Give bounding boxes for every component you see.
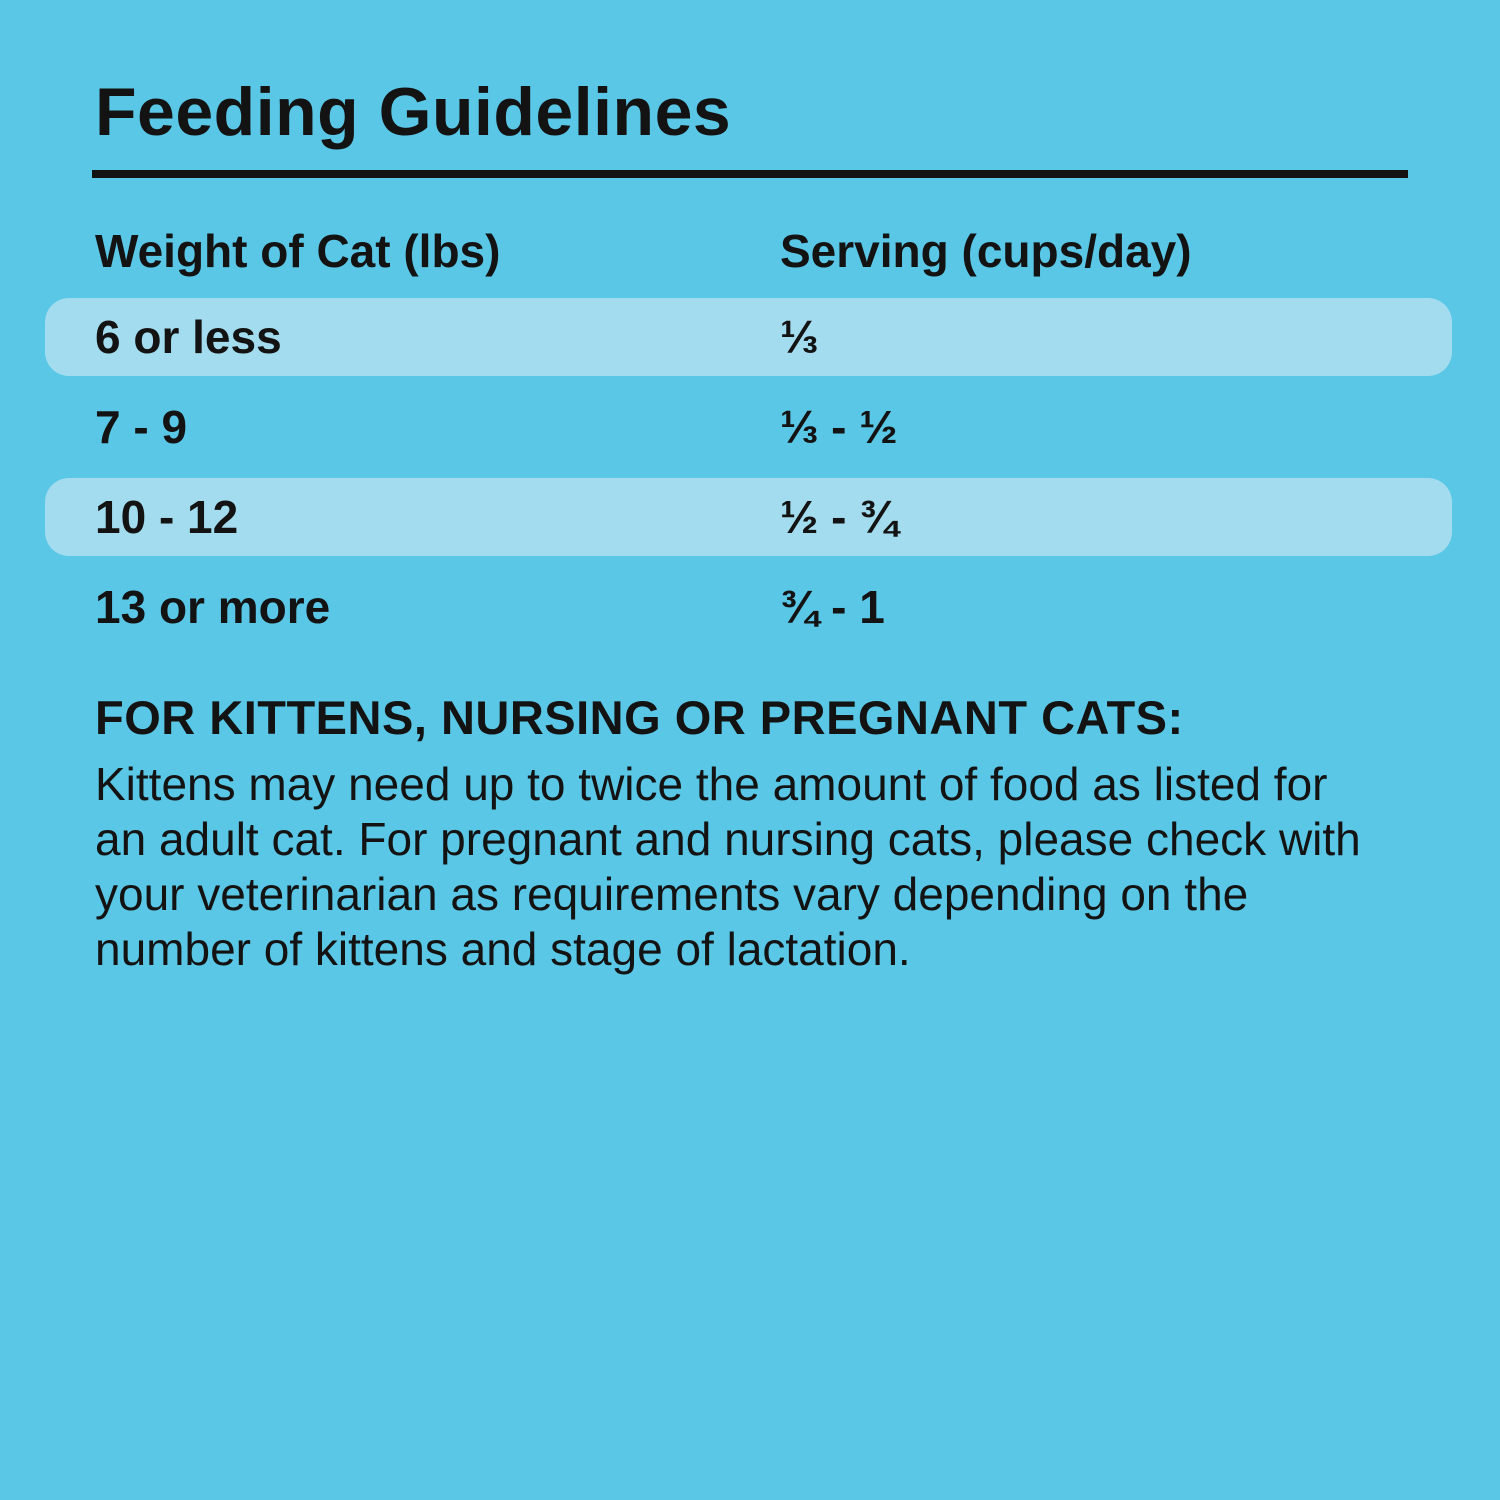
table-body: [45, 292, 1452, 652]
weight-cell: 7 - 9: [95, 401, 188, 454]
weight-cell: 13 or more: [95, 581, 331, 634]
note-body: Kittens may need up to twice the amount of food as listed for an adult cat. For pregnant and nursing cats, please check with your veterinarian as requirements vary depending on the number of kittens and stage of lactation.: [95, 757, 1361, 976]
table-row: [45, 298, 1452, 376]
feeding-table: [0, 224, 1500, 652]
serving-cell: ½ - ¾: [780, 491, 898, 544]
kitten-note: [95, 690, 1375, 977]
weight-cell: 10 - 12: [95, 491, 239, 544]
page-title: Feeding Guidelines: [95, 74, 732, 150]
serving-cell: ⅓ - ½: [780, 401, 898, 454]
serving-cell: ⅓: [780, 311, 819, 364]
table-header-row: [95, 224, 1500, 279]
table-row: [45, 478, 1452, 556]
note-heading: FOR KITTENS, NURSING OR PREGNANT CATS:: [95, 691, 1184, 745]
table-row: [45, 568, 1452, 646]
weight-cell: 6 or less: [95, 311, 282, 364]
column-header-weight: Weight of Cat (lbs): [95, 225, 501, 277]
serving-cell: ¾ - 1: [780, 581, 885, 634]
title-divider: [92, 170, 1408, 178]
column-header-serving: Serving (cups/day): [780, 225, 1192, 277]
table-row: [45, 388, 1452, 466]
